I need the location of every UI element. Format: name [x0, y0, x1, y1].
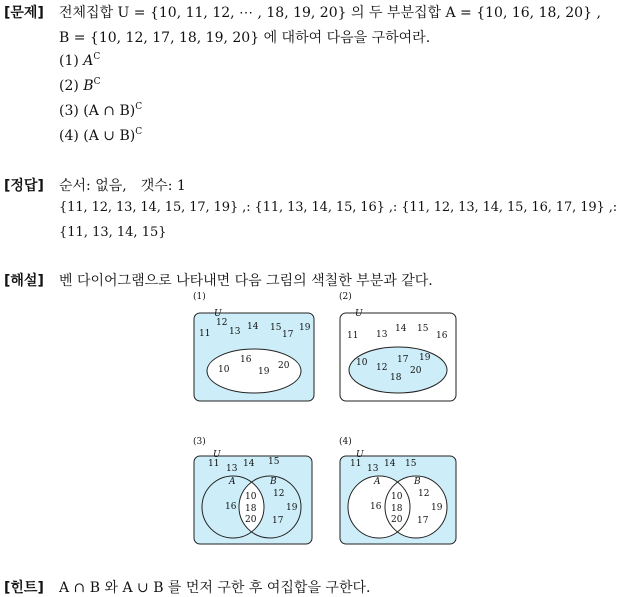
- element-label: 17: [272, 516, 284, 526]
- element-label: 16: [436, 331, 448, 341]
- item-expr: (A ∪ B): [83, 128, 136, 144]
- element-label: 14: [243, 459, 255, 469]
- element-label: 11: [347, 331, 359, 341]
- element-label: 16: [370, 502, 382, 512]
- element-label: 10: [245, 492, 257, 502]
- element-label: 12: [418, 489, 430, 499]
- set-a-def: A = {10, 16, 18, 20}: [445, 5, 592, 21]
- element-label: 18: [390, 373, 402, 383]
- element-label: 14: [395, 324, 407, 334]
- universe-set: U = {10, 11, 12, ⋯ , 18, 19, 20}: [117, 5, 347, 21]
- universe-label: U: [214, 309, 222, 319]
- element-label: 14: [384, 459, 396, 469]
- problem-text: 전체집합: [59, 5, 118, 21]
- item-expr: (A ∩ B): [83, 103, 136, 119]
- element-label: 19: [286, 503, 298, 513]
- venn-panel-1: [193, 291, 314, 401]
- set-ellipse: [349, 347, 447, 393]
- element-label: 19: [299, 323, 311, 333]
- element-label: 11: [350, 459, 362, 469]
- element-label: 19: [419, 353, 431, 363]
- item-number: (3): [59, 103, 84, 119]
- item-sup: C: [93, 52, 101, 62]
- panel-label: (1): [193, 292, 206, 302]
- element-label: 17: [417, 516, 429, 526]
- item-expr: B: [83, 78, 94, 94]
- venn-panel-2: [339, 291, 456, 401]
- element-label: 12: [273, 489, 285, 499]
- element-label: 11: [199, 329, 211, 339]
- set-a-label: A: [374, 477, 381, 487]
- element-label: 15: [405, 459, 417, 469]
- element-label: 20: [391, 515, 403, 525]
- set-a-label: A: [229, 477, 236, 487]
- element-label: 20: [278, 361, 290, 371]
- element-label: 18: [391, 504, 403, 514]
- element-label: 19: [431, 503, 443, 513]
- explanation-label: [해설]: [4, 273, 44, 289]
- explanation-text: 벤 다이어그램으로 나타내면 다음 그림의 색칠한 부분과 같다.: [59, 273, 433, 289]
- set-b-label: B: [414, 477, 421, 487]
- element-label: 12: [216, 318, 228, 328]
- element-label: 14: [247, 322, 259, 332]
- element-label: 15: [270, 323, 282, 333]
- element-label: 15: [268, 457, 280, 467]
- answer-line-1: 순서: 없음, 갯수: 1: [59, 178, 186, 194]
- hint-text: A ∩ B 와 A ∪ B 를 먼저 구한 후 여집합을 구한다.: [59, 580, 371, 596]
- element-label: 16: [240, 355, 252, 365]
- set-b-label: B: [270, 477, 277, 487]
- answer-line-3: {11, 13, 14, 15}: [59, 225, 167, 240]
- item-sup: C: [93, 77, 101, 87]
- panel-label: (3): [193, 437, 206, 447]
- panel-label: (2): [339, 292, 352, 302]
- element-label: 11: [208, 459, 220, 469]
- element-label: 10: [356, 358, 368, 368]
- item-number: (4): [59, 128, 84, 144]
- element-label: 15: [417, 324, 429, 334]
- item-sup: C: [135, 127, 143, 137]
- hint-label: [힌트]: [4, 580, 44, 596]
- panel-label: (4): [339, 437, 352, 447]
- element-label: 19: [258, 367, 270, 377]
- problem-text: ,: [592, 5, 601, 21]
- universe-label: U: [356, 450, 364, 460]
- answer-line-2: {11, 12, 13, 14, 15, 17, 19} ,: {11, 13, 14, 15, 16} ,: {11, 12, 13, 14, 15, 16, 17, 19} ,:: [59, 200, 617, 215]
- universe-label: U: [355, 309, 363, 319]
- venn-panel-3: [193, 436, 312, 544]
- problem-text: 에 대하여 다음을 구하여라.: [259, 30, 431, 46]
- item-number: (1): [59, 53, 84, 69]
- element-label: 12: [376, 363, 388, 373]
- element-label: 17: [397, 355, 409, 365]
- item-sup: C: [135, 102, 143, 112]
- venn-panel-4: [339, 436, 456, 544]
- element-label: 20: [410, 366, 422, 376]
- element-label: 10: [391, 492, 403, 502]
- element-label: 13: [376, 330, 388, 340]
- item-number: (2): [59, 78, 84, 94]
- problem-label: [문제]: [4, 5, 44, 21]
- item-expr: A: [83, 53, 94, 69]
- element-label: 16: [225, 502, 237, 512]
- element-label: 20: [245, 515, 257, 525]
- element-label: 18: [245, 504, 257, 514]
- element-label: 10: [218, 365, 230, 375]
- element-label: 13: [367, 464, 379, 474]
- element-label: 13: [226, 464, 238, 474]
- set-b-def: B = {10, 12, 17, 18, 19, 20}: [59, 30, 260, 46]
- problem-text: 의 두 부분집합: [346, 5, 446, 21]
- element-label: 13: [229, 327, 241, 337]
- universe-label: U: [213, 450, 221, 460]
- element-label: 17: [282, 330, 294, 340]
- answer-label: [정답]: [4, 178, 44, 194]
